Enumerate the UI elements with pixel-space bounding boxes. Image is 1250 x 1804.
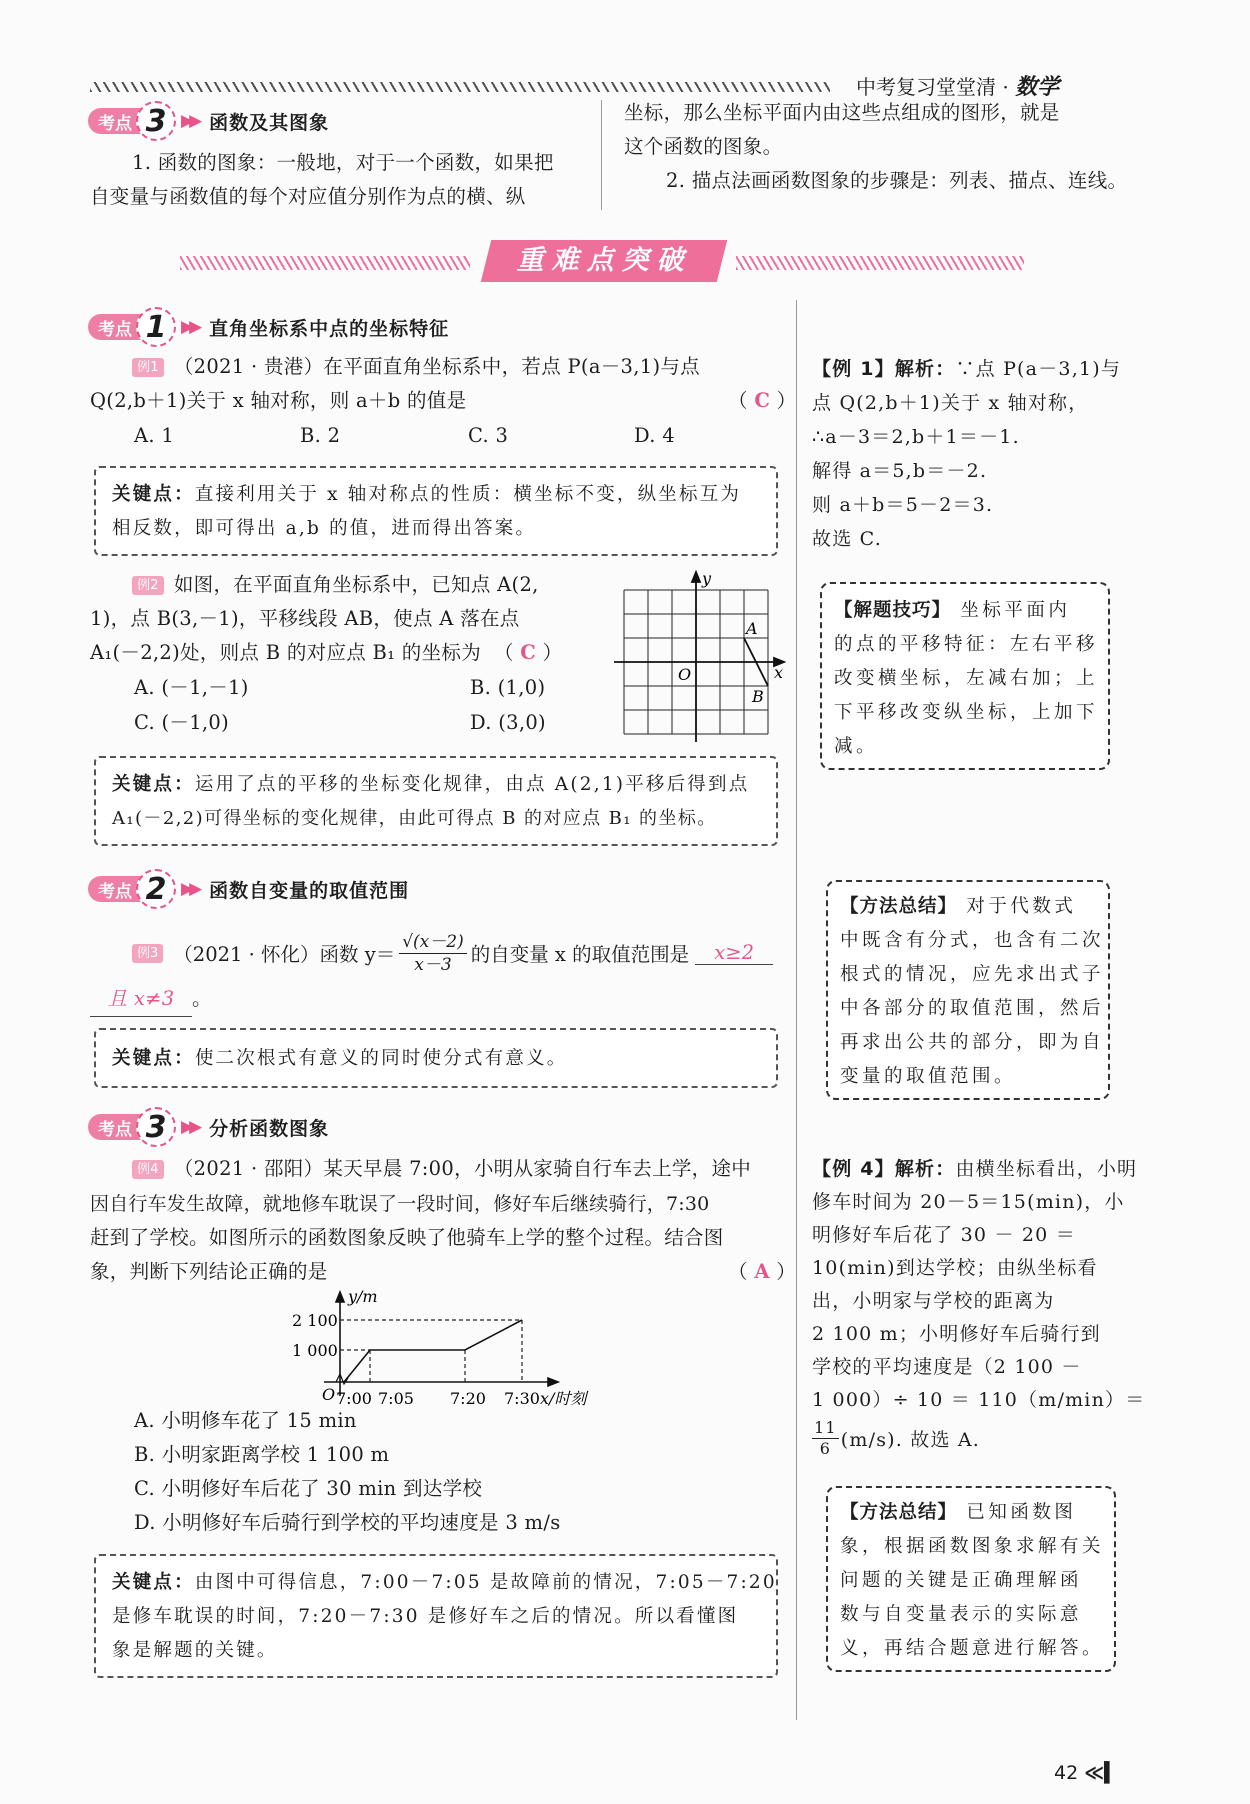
tip-box-method-2: 【方法总结】 已知函数图 象，根据函数图象求解有关 问题的关键是正确理解函 数与自变量表示的实际意 义，再结合题意进行解答。 (826, 1486, 1116, 1672)
ex1-line-1: 例1 （2021 · 贵港）在平面直角坐标系中，若点 P(a－3,1)与点 (132, 350, 700, 384)
side-ex4-line-2: 修车时间为 20－5＝15(min)，小 (812, 1191, 1125, 1213)
kaodian-heading-2: 考点 2 ▶▶ 函数自变量的取值范围 (88, 872, 409, 906)
side-ex1-line-4: 解得 a＝5,b＝－2. (812, 460, 988, 482)
ex1-option-d: D. 4 (634, 424, 675, 447)
kaodian-heading-3: 考点 3 ▶▶ 分析函数图象 (88, 1110, 329, 1144)
ex3-line-2: 且 x≠3 。 (90, 982, 212, 1017)
ex1-line-2: Q(2,b＋1)关于 x 轴对称，则 a＋b 的值是 (90, 389, 467, 412)
ex4-xtick-705: 7:05 (378, 1389, 414, 1408)
ex2-key-box: 关键点：运用了点的平移的坐标变化规律，由点 A(2,1)平移后得到点 A₁(－2,2)可得坐标的变化规律，由此可得点 B 的对应点 B₁ 的坐标。 (94, 756, 778, 846)
tip-box-method-1: 【方法总结】 对于代数式 中既含有分式，也含有二次 根式的情况，应先求出式子 中各部分的取值范围，然后 再求出公共的部分，即为自 变量的取值范围。 (826, 880, 1110, 1100)
side-ex4-line-5: 出，小明家与学校的距离为 (812, 1290, 1055, 1312)
ex2-axis-x-label: x (774, 663, 784, 682)
ex4-option-a: A. 小明修车花了 15 min (134, 1409, 357, 1432)
ex2-point-a-label: A (746, 619, 758, 638)
ex2-line-2: 1)，点 B(3,－1)，平移线段 AB，使点 A 落在点 (90, 607, 520, 630)
page-number: 42 ≪▍ (1054, 1762, 1119, 1784)
top-left-line-2: 自变量与函数值的每个对应值分别作为点的横、纵 (90, 185, 526, 208)
ex1-option-a: A. 1 (134, 424, 175, 447)
ex1-key-box: 关键点：直接利用关于 x 轴对称点的性质：横坐标不变，纵坐标互为 相反数，即可得出 a,b 的值，进而得出答案。 (94, 466, 778, 556)
ex2-line-3: A₁(－2,2)处，则点 B 的对应点 B₁ 的坐标为 （ C ） (90, 641, 563, 664)
ex4-answer: （ A ） (728, 1260, 797, 1283)
side-ex4-line-9: 11 6 (m/s). 故选 A. (814, 1418, 981, 1458)
banner-stripe-right (736, 256, 1024, 270)
ex2-option-c: C. (－1,0) (134, 711, 230, 734)
ex2-option-a: A. (－1,－1) (134, 676, 249, 699)
ex2-origin-label: O (678, 665, 692, 684)
ex2-line-1: 例2 如图，在平面直角坐标系中，已知点 A(2, (132, 568, 539, 602)
ex4-ytick-2100: 2 100 (292, 1311, 338, 1330)
top-right-line-1: 坐标，那么坐标平面内由这些点组成的图形，就是 (624, 101, 1060, 124)
ex4-function-graph (284, 1288, 614, 1408)
top-right-line-3: 2. 描点法画函数图象的步骤是：列表、描点、连线。 (666, 169, 1128, 192)
ex4-xlabel: x/时刻 (540, 1389, 587, 1408)
side-ex4-line-7: 学校的平均速度是（2 100 － (812, 1356, 1082, 1378)
ex1-answer: （ C ） (728, 389, 797, 412)
column-divider-top (601, 100, 602, 210)
ex1-option-c: C. 3 (468, 424, 509, 447)
ex3-key-box: 关键点：使二次根式有意义的同时使分式有意义。 (94, 1028, 778, 1088)
ex4-origin: O (322, 1385, 336, 1404)
side-ex4-line-1: 【例 4】解析：由横坐标看出，小明 (812, 1158, 1138, 1180)
ex4-ylabel: y/m (348, 1288, 378, 1306)
ex2-grid-figure (610, 570, 790, 742)
ex2-point-b-label: B (752, 687, 764, 706)
header-title: 中考复习堂堂清 · 数学 (856, 74, 1060, 100)
section-banner: 重难点突破 (481, 240, 727, 282)
ex4-xtick-700: 7:00 (336, 1389, 372, 1408)
side-ex1-line-3: ∴a－3＝2,b＋1＝－1. (812, 426, 1020, 448)
top-left-line-1: 1. 函数的图象：一般地，对于一个函数，如果把 (132, 151, 554, 174)
ex4-option-c: C. 小明修好车后花了 30 min 到达学校 (134, 1477, 483, 1500)
side-ex4-line-8: 1 000）÷ 10 ＝ 110（m/min）＝ (812, 1389, 1146, 1411)
ex4-xtick-730: 7:30 (504, 1389, 540, 1408)
side-ex1-line-2: 点 Q(2,b＋1)关于 x 轴对称， (812, 392, 1089, 414)
side-ex4-line-3: 明修好车后花了 30 － 20 ＝ (812, 1224, 1076, 1246)
ex4-option-b: B. 小明家距离学校 1 100 m (134, 1443, 390, 1466)
side-ex4-line-4: 10(min)到达学校；由纵坐标看 (812, 1257, 1098, 1279)
column-divider-main (796, 300, 797, 1720)
ex1-option-b: B. 2 (300, 424, 341, 447)
top-right-line-2: 这个函数的图象。 (624, 135, 783, 158)
ex4-graph-line (344, 1320, 522, 1382)
kaodian-heading-1: 考点 1 ▶▶ 直角坐标系中点的坐标特征 (88, 310, 449, 344)
ex4-line-1: 例4 （2021 · 邵阳）某天早晨 7:00，小明从家骑自行车去上学，途中 (132, 1152, 751, 1186)
ex2-option-d: D. (3,0) (470, 711, 546, 734)
header-decoration (90, 82, 830, 92)
ex4-ytick-1000: 1 000 (292, 1341, 338, 1360)
ex4-option-d: D. 小明修好车后骑行到学校的平均速度是 3 m/s (134, 1511, 561, 1534)
ex4-key-box: 关键点：由图中可得信息，7:00－7:05 是故障前的情况，7:05－7:20 是修车耽误的时间，7:20－7:30 是修好车之后的情况。所以看懂图 象是解题的关键。 (94, 1554, 778, 1678)
ex2-option-b: B. (1,0) (470, 676, 546, 699)
side-ex1-line-6: 故选 C. (812, 528, 882, 550)
kaodian-heading-top: 考点 3 ▶▶ 函数及其图象 (88, 104, 329, 138)
side-ex4-line-6: 2 100 m；小明修好车后骑行到 (812, 1323, 1101, 1345)
ex4-xtick-720: 7:20 (450, 1389, 486, 1408)
side-ex1-line-1: 【例 1】解析：∵点 P(a－3,1)与 (812, 358, 1122, 380)
side-ex1-line-5: 则 a＋b＝5－2＝3. (812, 494, 994, 516)
ex4-line-2: 因自行车发生故障，就地修车耽误了一段时间，修好车后继续骑行，7:30 (90, 1193, 710, 1215)
tip-box-technique: 【解题技巧】 坐标平面内 的点的平移特征：左右平移 改变横坐标，左减右加；上 下平移改变纵坐标，上加下 减。 (820, 582, 1110, 770)
ex4-line-4: 象，判断下列结论正确的是 (90, 1260, 328, 1283)
ex3-line-1: 例3 （2021 · 怀化）函数 y＝ √(x－2) x－3 的自变量 x 的取值范围是 x≥2 (132, 928, 773, 978)
ex2-axis-y-label: y (702, 570, 712, 588)
banner-stripe-left (180, 256, 470, 270)
ex4-line-3: 赶到了学校。如图所示的函数图象反映了他骑车上学的整个过程。结合图 (90, 1226, 724, 1249)
